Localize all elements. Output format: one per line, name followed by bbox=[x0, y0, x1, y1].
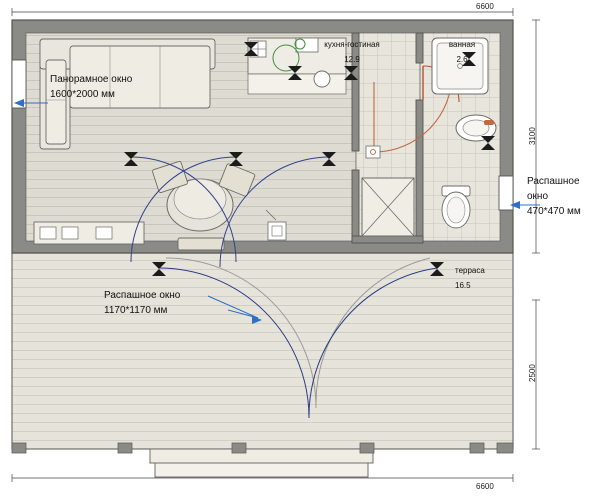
dimension-bottom: 6600 bbox=[476, 482, 494, 491]
terrace-area bbox=[12, 253, 513, 449]
low-cabinet bbox=[34, 222, 144, 244]
room-label-kitchen-living: кухня-гостиная bbox=[324, 40, 380, 49]
room-area-terrace: 16.5 bbox=[455, 281, 471, 290]
toilet bbox=[442, 186, 470, 228]
dimension-top: 6600 bbox=[476, 2, 494, 11]
closet bbox=[362, 178, 414, 236]
room-label-bathroom: ванная bbox=[448, 40, 476, 49]
dimension-right-lower: 2500 bbox=[528, 364, 537, 382]
dimension-right-upper: 3100 bbox=[528, 127, 537, 145]
room-area-kitchen-living: 12.9 bbox=[344, 55, 360, 64]
room-area-bathroom: 2.6 bbox=[456, 55, 468, 64]
callout-casement-window-small-line1: Распашное bbox=[527, 176, 580, 187]
callout-casement-window-small-line3: 470*470 мм bbox=[527, 206, 581, 217]
terrace-steps bbox=[150, 449, 373, 477]
hall-switch bbox=[366, 146, 380, 158]
callout-panoramic-window-line2: 1600*2000 мм bbox=[50, 89, 115, 100]
callout-casement-window-large-line2: 1170*1170 мм bbox=[104, 305, 168, 316]
callout-panoramic-window-line1: Панорамное окно bbox=[50, 74, 133, 85]
room-label-terrace: терраса bbox=[455, 266, 485, 275]
callout-casement-window-small-line2: окно bbox=[527, 191, 549, 202]
callout-casement-window-large-line1: Распашное окно bbox=[104, 290, 181, 301]
